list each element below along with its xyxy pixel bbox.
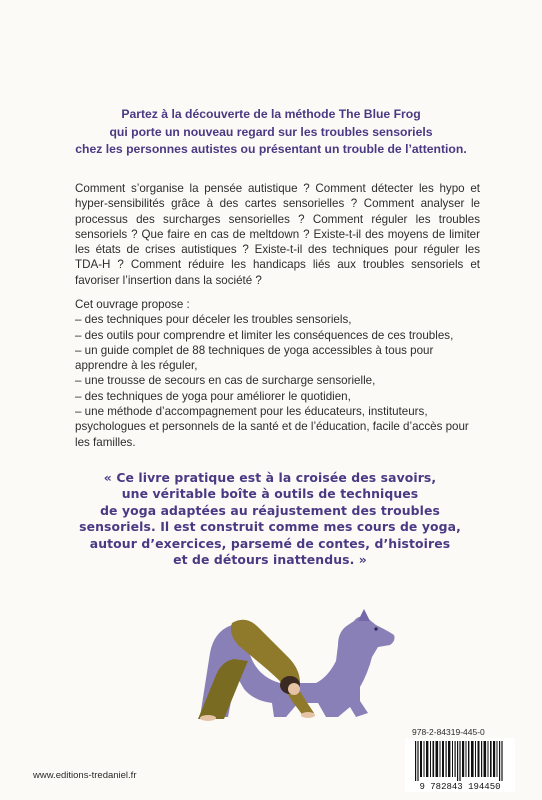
list-item: – des outils pour comprendre et limiter les conséquences de ces troubles, [75, 328, 454, 342]
list-item: – un guide complet de 88 techniques de yoga accessibles à tous pour apprendre à les réguler, [75, 343, 434, 373]
intro-line: qui porte un nouveau regard sur les troubles sensoriels [109, 124, 433, 139]
quote-line: et de détours inattendus. » [173, 552, 367, 568]
proposes-section [75, 297, 485, 450]
isbn-number: 978-2-84319-445-0 [412, 727, 485, 737]
quote-line: autour d’exercices, parsemé de contes, d’histoires [89, 535, 451, 551]
list-item: – une trousse de secours en cas de surcharge sensorielle, [75, 374, 376, 388]
intro-blurb [40, 106, 502, 159]
list-item: – des techniques pour déceler les troubles sensoriels, [75, 313, 352, 327]
intro-line: chez les personnes autistes ou présentant un trouble de l’attention. [75, 142, 467, 156]
barcode-icon [405, 738, 515, 792]
questions-paragraph: Comment s’organise la pensée autistique ? Comment détecter les hypo et hyper-sensibilités grâce à des cartes sensorielles ? Comment analyser le processus des surcharges sensorielles ? Comment réguler les troubles sensoriels ? Que faire en cas de meltdown ? Existe-t-il des moyens de limiter les états de crises autistiques ? Existe-t-il des techniques pour réguler les TDA-H ? Comment réduire les handicaps liés aux troubles sensoriels et favoriser l’insertion dans la société ? [75, 182, 480, 287]
proposes-list [75, 312, 485, 450]
proposes-lead: Cet ouvrage propose : [75, 298, 190, 311]
quote-line: une véritable boîte à outils de techniques [121, 486, 419, 502]
quote-line: de yoga adaptées au réajustement des troubles [100, 502, 440, 518]
quote-line: « Ce livre pratique est à la croisée des savoirs, [103, 470, 437, 485]
intro-line: Partez à la découverte de la méthode The Blue Frog [121, 107, 421, 121]
list-item: – des techniques de yoga pour améliorer le quotidien, [75, 389, 351, 403]
quote-line: sensoriels. Il est construit comme mes cours de yoga, [79, 519, 461, 535]
list-item: – une méthode d’accompagnement pour les éducateurs, instituteurs, psychologues et personnels de la santé et de l’éducation, facile d’accès pour les familles. [75, 405, 469, 449]
yoga-dog-illustration-icon [188, 605, 398, 723]
barcode-digits: 9 782843 194450 [419, 782, 501, 792]
publisher-website: www.editions-tredaniel.fr [33, 770, 137, 781]
author-quote [60, 470, 480, 568]
